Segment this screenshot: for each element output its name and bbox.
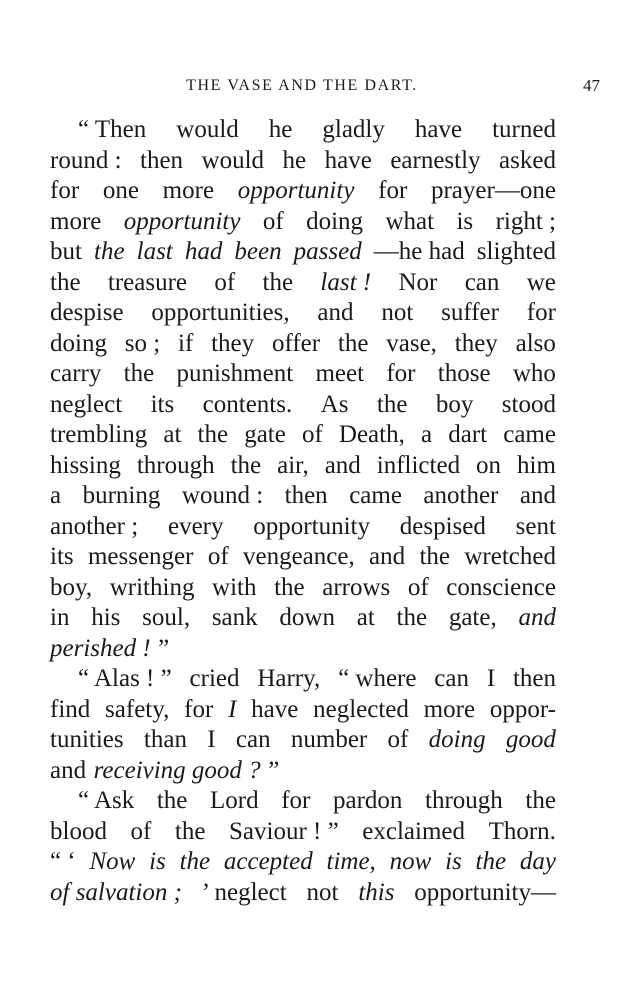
word: he xyxy=(268,116,293,143)
text-line xyxy=(50,359,556,390)
word: of xyxy=(214,268,236,296)
word: meet xyxy=(315,360,365,387)
italic-word: good xyxy=(505,726,556,753)
word: he xyxy=(282,146,307,174)
word: —he had xyxy=(373,238,465,265)
word: punishment xyxy=(176,360,294,387)
word: the xyxy=(376,390,408,418)
word: more xyxy=(423,695,476,723)
word: would xyxy=(176,116,239,143)
italic-word: now xyxy=(389,848,432,875)
text-line xyxy=(50,481,556,512)
word: the xyxy=(262,268,294,296)
word: dart xyxy=(448,421,488,448)
word: so ; xyxy=(124,329,161,357)
text-line xyxy=(50,268,556,299)
word: for xyxy=(386,360,416,387)
word: down xyxy=(279,604,335,631)
word: offer xyxy=(271,329,321,357)
word: then xyxy=(284,482,328,509)
word: what xyxy=(385,207,435,235)
text-line xyxy=(50,207,556,238)
word: the xyxy=(50,268,81,296)
word: “ where xyxy=(338,665,417,692)
body-text xyxy=(50,115,556,908)
italic-word: accepted xyxy=(223,848,313,875)
word: As xyxy=(320,390,349,418)
word: gladly xyxy=(322,116,385,143)
word: the xyxy=(230,451,262,479)
word: is xyxy=(456,207,474,235)
text-line xyxy=(50,451,556,482)
word: Nor xyxy=(398,268,438,296)
word: wretched xyxy=(464,543,556,570)
word: his xyxy=(91,604,121,631)
word: pardon xyxy=(333,787,403,814)
word: the xyxy=(337,329,369,357)
word: sent xyxy=(515,512,556,540)
word: through xyxy=(425,787,503,814)
word: suffer xyxy=(441,299,499,326)
italic-word: Now xyxy=(89,848,136,875)
word: vase, xyxy=(386,329,437,357)
word: not xyxy=(381,299,414,326)
italic-word: the xyxy=(475,848,507,875)
word: I xyxy=(207,726,216,753)
word: messenger xyxy=(87,543,194,570)
word: its xyxy=(50,543,74,570)
word: conscience xyxy=(446,573,556,601)
word: doing xyxy=(50,329,107,357)
word: earnestly xyxy=(390,146,481,174)
word: have xyxy=(414,116,463,143)
word: the xyxy=(123,360,155,387)
word: who xyxy=(512,360,556,387)
word: Death, xyxy=(338,421,405,448)
italic-word: this xyxy=(358,878,395,906)
word: “ Ask xyxy=(78,787,135,814)
word: Harry, xyxy=(257,665,321,692)
word: and xyxy=(324,451,361,479)
word: sank xyxy=(211,604,258,631)
word: those xyxy=(437,360,491,387)
word: of xyxy=(387,726,409,753)
italic-word: passed xyxy=(293,238,362,265)
word: can xyxy=(464,268,500,296)
word: and xyxy=(519,482,556,509)
text-line xyxy=(50,542,556,573)
text-line xyxy=(50,664,556,695)
italic-word: doing xyxy=(428,726,486,753)
word: came xyxy=(503,421,556,448)
word: the xyxy=(419,543,451,570)
italic-word: perished ! xyxy=(50,634,151,662)
text-line xyxy=(50,878,556,909)
word: can xyxy=(434,665,469,692)
word: gate xyxy=(244,421,286,448)
running-header xyxy=(50,74,600,98)
word: stood xyxy=(501,390,556,418)
word: of xyxy=(301,421,323,448)
italic-word: is xyxy=(149,848,166,875)
word: doing xyxy=(306,207,364,235)
word: arrows xyxy=(322,573,391,601)
italic-word: the xyxy=(94,238,125,265)
text-line xyxy=(50,786,556,817)
text-line xyxy=(50,420,556,451)
word: the xyxy=(156,787,188,814)
running-title: THE VASE AND THE DART. xyxy=(186,77,418,94)
text-line xyxy=(50,146,556,177)
word: carry xyxy=(50,360,102,387)
text-line xyxy=(50,847,556,878)
word: treasure xyxy=(107,268,188,296)
italic-word: receiving good ? xyxy=(93,756,261,784)
word: in xyxy=(50,604,70,631)
italic-word: and xyxy=(518,604,556,631)
word: one xyxy=(102,177,139,204)
word: blood xyxy=(50,817,107,845)
word: then xyxy=(140,146,184,174)
word: vengeance, xyxy=(242,543,355,570)
word: for xyxy=(281,787,311,814)
word: not xyxy=(306,878,339,906)
word: air, xyxy=(277,451,309,479)
word: despise xyxy=(50,299,124,326)
page-number: 47 xyxy=(583,76,600,95)
word: the xyxy=(274,573,305,601)
word: prayer—one xyxy=(430,177,556,204)
word: at xyxy=(163,421,182,448)
text-line xyxy=(50,512,556,543)
word: exclaimed xyxy=(362,817,466,845)
word: came xyxy=(349,482,402,509)
word: can xyxy=(235,726,271,753)
word: through xyxy=(136,451,215,479)
italic-word: I xyxy=(228,695,237,723)
word: for xyxy=(50,177,80,204)
text-line xyxy=(50,634,556,665)
word: a xyxy=(420,421,433,448)
word: of xyxy=(407,573,429,601)
word: also xyxy=(515,329,556,357)
word: on xyxy=(476,451,502,479)
text-line xyxy=(50,390,556,421)
text-line xyxy=(50,237,556,268)
italic-word: of salvation ; xyxy=(50,878,182,906)
word: number xyxy=(290,726,368,753)
word: of xyxy=(130,817,152,845)
word: inflicted xyxy=(376,451,461,479)
word: they xyxy=(454,329,498,357)
word: boy, xyxy=(50,573,93,601)
word: its xyxy=(150,390,175,418)
word: writhing xyxy=(109,573,195,601)
italic-word: last xyxy=(136,238,173,265)
word: slighted xyxy=(476,238,556,265)
text-line xyxy=(50,573,556,604)
word: turned xyxy=(492,116,556,143)
word: cried xyxy=(189,665,240,692)
word: have xyxy=(324,146,372,174)
word: than xyxy=(143,726,187,753)
word: another ; xyxy=(50,512,139,540)
word: opportunities, xyxy=(151,299,290,326)
word: more xyxy=(50,207,102,235)
italic-word: time, xyxy=(326,848,376,875)
word: “ Then xyxy=(78,116,147,143)
word: the xyxy=(525,787,556,814)
italic-word: day xyxy=(519,848,556,875)
word: wound : xyxy=(181,482,264,509)
word: if xyxy=(178,329,194,357)
word: safety, xyxy=(105,695,170,723)
italic-word: the xyxy=(179,848,211,875)
word: him xyxy=(517,451,556,479)
word: contents. xyxy=(202,390,293,418)
text-line xyxy=(50,725,556,756)
word: every xyxy=(167,512,224,540)
word: find xyxy=(50,695,91,723)
word: and xyxy=(369,543,406,570)
word: for xyxy=(378,177,408,204)
word: at xyxy=(356,604,375,631)
word: for xyxy=(526,299,556,326)
text-line xyxy=(50,329,556,360)
word: “ Alas ! ” xyxy=(78,665,172,692)
word: hissing xyxy=(50,451,121,479)
word: tunities xyxy=(50,726,124,753)
word: burning xyxy=(82,482,161,509)
word: of xyxy=(262,207,284,235)
word: but xyxy=(50,238,82,265)
word: would xyxy=(201,146,265,174)
word: Thorn. xyxy=(488,817,556,845)
text-line xyxy=(50,603,556,634)
word: I xyxy=(486,665,496,692)
word: asked xyxy=(499,146,556,174)
word: a xyxy=(50,482,62,509)
word: gate, xyxy=(448,604,497,631)
italic-word: opportunity xyxy=(123,207,241,235)
text-line xyxy=(50,176,556,207)
word: another xyxy=(423,482,499,509)
word: neglect xyxy=(50,390,123,418)
word: with xyxy=(212,573,257,601)
word: opportunity xyxy=(253,512,370,540)
word: we xyxy=(526,268,556,296)
text-line xyxy=(50,298,556,329)
word: Saviour ! ” xyxy=(229,817,339,845)
word: boy xyxy=(435,390,474,418)
italic-word: is xyxy=(445,848,462,875)
word: and xyxy=(317,299,354,326)
word: round : xyxy=(50,146,122,174)
word: the xyxy=(396,604,428,631)
word: soul, xyxy=(142,604,191,631)
word: oppor- xyxy=(489,695,556,723)
word: neglected xyxy=(313,695,409,723)
text-line xyxy=(50,756,556,787)
word: more xyxy=(162,177,215,204)
italic-word: been xyxy=(234,238,282,265)
word: Lord xyxy=(210,787,259,814)
word: despised xyxy=(399,512,486,540)
word: ” xyxy=(268,756,280,784)
italic-word: had xyxy=(184,238,223,265)
word: for xyxy=(184,695,214,723)
text-line xyxy=(50,817,556,848)
word: the xyxy=(197,421,229,448)
italic-word: last ! xyxy=(320,268,372,296)
word: of xyxy=(207,543,229,570)
word: and xyxy=(50,756,87,784)
word: ’ neglect xyxy=(201,878,287,906)
word: opportunity— xyxy=(414,878,556,906)
word: ” xyxy=(158,634,170,662)
text-line xyxy=(50,695,556,726)
word: right ; xyxy=(495,207,556,235)
text-line xyxy=(50,115,556,146)
word: trembling xyxy=(50,421,148,448)
italic-word: opportunity xyxy=(237,177,355,204)
word: “ ‘ xyxy=(50,848,76,875)
word: the xyxy=(174,817,206,845)
word: have xyxy=(251,695,299,723)
word: then xyxy=(512,665,556,692)
word: they xyxy=(211,329,255,357)
